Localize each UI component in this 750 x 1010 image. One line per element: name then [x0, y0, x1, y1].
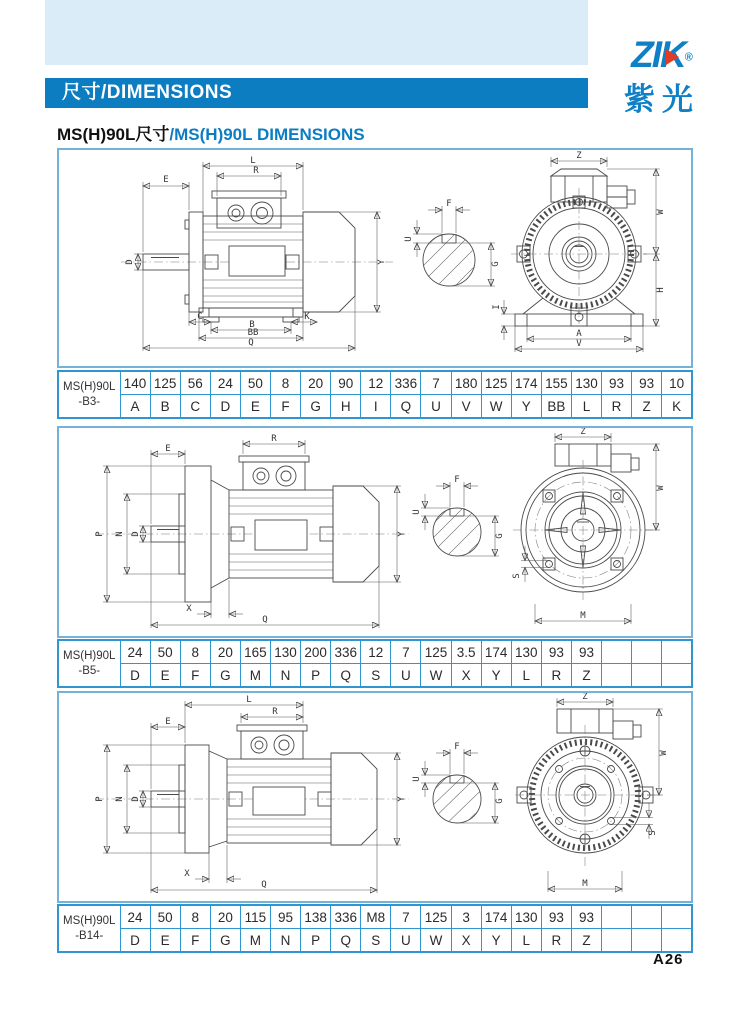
section-header-bar [45, 78, 588, 108]
dim-key: R [602, 395, 632, 419]
dim-label-w: W [656, 209, 666, 215]
dim-value [602, 905, 632, 929]
dim-key: B [150, 395, 180, 419]
dim-label-f: F [454, 742, 460, 752]
dim-key: I [361, 395, 391, 419]
dim-key [602, 664, 632, 688]
dim-key: Y [511, 395, 541, 419]
dim-label-g: G [495, 798, 505, 804]
dim-key: E [240, 395, 270, 419]
dim-value: 125 [481, 371, 511, 395]
dim-label-bb: BB [247, 328, 259, 338]
dim-label-x: X [184, 869, 190, 879]
dim-value: 336 [331, 905, 361, 929]
technical-drawing-b3 [59, 150, 691, 366]
dim-key: D [120, 929, 150, 953]
dim-key: R [541, 929, 571, 953]
dim-key: BB [541, 395, 571, 419]
dim-label-z: Z [580, 428, 586, 437]
dim-label-g: G [491, 261, 501, 267]
dim-value: 138 [301, 905, 331, 929]
dim-label-q: Q [261, 880, 267, 890]
dim-label-y: Y [397, 796, 407, 802]
dim-label-i: I [492, 304, 502, 310]
model-cell: MS(H)90L -B5- [58, 640, 120, 687]
dim-key: Y [481, 929, 511, 953]
dim-key: Q [331, 929, 361, 953]
dim-label-d: D [131, 796, 141, 802]
dim-key: M [240, 929, 270, 953]
dim-value: 200 [301, 640, 331, 664]
dim-value: 155 [541, 371, 571, 395]
dim-label-w: W [659, 750, 669, 756]
dim-value: 50 [240, 371, 270, 395]
dim-label-p: P [95, 531, 105, 537]
dim-key: F [180, 664, 210, 688]
logo-red-triangle-icon [666, 49, 679, 65]
dim-label-e: E [165, 717, 171, 727]
dim-label-g: G [495, 533, 505, 539]
dim-label-k: K [304, 312, 310, 322]
dim-key: D [120, 664, 150, 688]
values-row [58, 640, 692, 664]
technical-drawing-b5 [59, 428, 691, 636]
dimension-table-b14 [57, 904, 693, 953]
dim-value: 50 [150, 905, 180, 929]
dim-label-s: S [512, 573, 522, 579]
technical-drawing-b14 [59, 693, 691, 901]
dim-key: L [571, 395, 601, 419]
section-header-title: 尺寸/DIMENSIONS [62, 82, 233, 103]
dim-label-e: E [165, 444, 171, 454]
dim-key: Q [331, 664, 361, 688]
b14-shaft-section [412, 742, 505, 833]
dim-key: Q [391, 395, 421, 419]
dim-label-s: S [648, 830, 658, 836]
dim-value: 8 [180, 905, 210, 929]
dim-value: 56 [180, 371, 210, 395]
b3-shaft-section [404, 199, 501, 292]
dim-key: G [301, 395, 331, 419]
zik-logo-text: ZIK [631, 34, 685, 75]
dim-key: S [361, 929, 391, 953]
dim-key: H [331, 395, 361, 419]
dim-label-n: N [115, 531, 125, 537]
dim-value: 174 [481, 640, 511, 664]
b5-front-view [513, 444, 653, 600]
model-cell: MS(H)90L -B14- [58, 905, 120, 952]
dim-label-h: H [656, 287, 666, 293]
dim-value: 3 [451, 905, 481, 929]
dim-key: R [541, 664, 571, 688]
model-cell: MS(H)90L -B3- [58, 371, 120, 418]
dim-value: M8 [361, 905, 391, 929]
dim-value: 165 [240, 640, 270, 664]
drawing-box-b5 [57, 426, 693, 638]
b5-shaft-section [412, 475, 505, 566]
dim-key [662, 664, 692, 688]
dim-value: 10 [662, 371, 692, 395]
dim-value: 93 [571, 905, 601, 929]
dim-key [662, 929, 692, 953]
dim-key: Z [632, 395, 662, 419]
dim-key: F [180, 929, 210, 953]
dim-value: 115 [240, 905, 270, 929]
dim-value: 336 [391, 371, 421, 395]
dim-key: M [240, 664, 270, 688]
dim-value: 125 [421, 640, 451, 664]
dim-value: 90 [331, 371, 361, 395]
dim-value: 93 [541, 640, 571, 664]
dim-value: 7 [421, 371, 451, 395]
b5-side-dimensions [95, 434, 407, 628]
b3-side-view [121, 191, 393, 322]
dim-value: 130 [270, 640, 300, 664]
dim-value: 95 [270, 905, 300, 929]
dim-label-w: W [656, 485, 666, 491]
zik-logo [631, 36, 693, 73]
dim-key: W [481, 395, 511, 419]
dim-value: 140 [120, 371, 150, 395]
top-light-band [45, 0, 588, 65]
dim-value: 130 [571, 371, 601, 395]
drawing-box-b3 [57, 148, 693, 368]
dim-value: 20 [210, 640, 240, 664]
dim-key: S [361, 664, 391, 688]
page-title [57, 120, 365, 145]
drawing-box-b14 [57, 691, 693, 903]
dim-value: 180 [451, 371, 481, 395]
dim-value: 8 [180, 640, 210, 664]
dim-label-y: Y [397, 531, 407, 537]
dimension-table-b5 [57, 639, 693, 688]
dim-value: 174 [511, 371, 541, 395]
keys-row [58, 664, 692, 688]
dim-value [602, 640, 632, 664]
dim-label-p: P [95, 796, 105, 802]
dim-label-b: B [249, 320, 255, 330]
dim-label-u: U [412, 776, 422, 782]
dim-label-y: Y [377, 259, 387, 265]
dim-key: P [301, 929, 331, 953]
dim-label-f: F [454, 475, 460, 485]
dim-label-u: U [412, 509, 422, 515]
dim-key: V [451, 395, 481, 419]
dim-value: 130 [511, 640, 541, 664]
dim-label-z: Z [582, 693, 588, 702]
dim-key: U [391, 929, 421, 953]
dim-key: N [270, 929, 300, 953]
dim-value: 3.5 [451, 640, 481, 664]
dim-key: Z [571, 929, 601, 953]
dim-value: 174 [481, 905, 511, 929]
dim-label-r: R [271, 434, 277, 444]
values-row [58, 371, 692, 395]
dim-key: G [210, 929, 240, 953]
keys-row [58, 929, 692, 953]
dim-key: U [421, 395, 451, 419]
dim-label-u: U [404, 236, 414, 242]
dim-value: 125 [150, 371, 180, 395]
dim-label-n: N [115, 796, 125, 802]
dim-key: L [511, 664, 541, 688]
dim-key: E [150, 664, 180, 688]
dim-value: 93 [541, 905, 571, 929]
brand-name-cn: 紫光 [624, 82, 700, 117]
dim-value: 12 [361, 371, 391, 395]
dim-value: 50 [150, 640, 180, 664]
dim-key: G [210, 664, 240, 688]
dim-label-a: A [576, 329, 582, 339]
dim-value: 20 [301, 371, 331, 395]
dim-key: N [270, 664, 300, 688]
dim-value: 7 [391, 640, 421, 664]
brand-logo [610, 36, 714, 119]
b14-front-view [515, 709, 655, 867]
dim-label-r: R [272, 707, 278, 717]
dim-label-l: L [250, 156, 256, 166]
dim-value [632, 905, 662, 929]
dim-label-q: Q [262, 615, 268, 625]
dim-value [662, 905, 692, 929]
dim-key: E [150, 929, 180, 953]
dim-label-v: V [576, 339, 582, 349]
dim-label-x: X [186, 604, 192, 614]
b14-front-dimensions [548, 693, 669, 892]
dim-value: 93 [632, 371, 662, 395]
b3-front-view [511, 169, 647, 326]
dim-value: 12 [361, 640, 391, 664]
dim-key: F [270, 395, 300, 419]
dim-value: 125 [421, 905, 451, 929]
dim-label-d: D [125, 259, 135, 265]
registered-mark-icon: ® [684, 51, 693, 64]
keys-row [58, 395, 692, 419]
dim-key: L [511, 929, 541, 953]
b5-side-view [95, 456, 409, 602]
dim-key: X [451, 664, 481, 688]
dim-value: 93 [571, 640, 601, 664]
dim-key [602, 929, 632, 953]
dim-key: C [180, 395, 210, 419]
page-title-cn: MS(H)90L尺寸 [57, 125, 170, 144]
dim-value [662, 640, 692, 664]
dim-value: 8 [270, 371, 300, 395]
dim-value: 20 [210, 905, 240, 929]
dim-value: 130 [511, 905, 541, 929]
dim-key: W [421, 929, 451, 953]
dim-key: W [421, 664, 451, 688]
dim-label-c: C [197, 312, 203, 322]
dim-value: 24 [120, 905, 150, 929]
dim-label-m: M [582, 879, 588, 889]
dim-value: 24 [120, 640, 150, 664]
page-title-en: /MS(H)90L DIMENSIONS [169, 125, 365, 144]
dim-label-f: F [446, 199, 452, 209]
dim-value: 93 [602, 371, 632, 395]
page-number: A26 [653, 951, 684, 968]
dim-key: Y [481, 664, 511, 688]
dim-label-l: L [246, 695, 252, 705]
dim-key: A [120, 395, 150, 419]
b14-side-view [95, 725, 409, 853]
dim-label-z: Z [576, 151, 582, 161]
dim-key [632, 929, 662, 953]
dim-key: K [662, 395, 692, 419]
dim-key: P [301, 664, 331, 688]
dim-label-r: R [253, 166, 259, 176]
dim-label-q: Q [248, 338, 254, 348]
dim-value: 24 [210, 371, 240, 395]
dimension-table-b3 [57, 370, 693, 419]
dim-key: X [451, 929, 481, 953]
dim-key: Z [571, 664, 601, 688]
dim-key: U [391, 664, 421, 688]
dim-key: D [210, 395, 240, 419]
dim-value: 336 [331, 640, 361, 664]
dim-key [632, 664, 662, 688]
dim-label-e: E [163, 175, 169, 185]
values-row [58, 905, 692, 929]
dim-value [632, 640, 662, 664]
dim-label-d: D [131, 531, 141, 537]
dim-value: 7 [391, 905, 421, 929]
dim-label-m: M [580, 611, 586, 621]
